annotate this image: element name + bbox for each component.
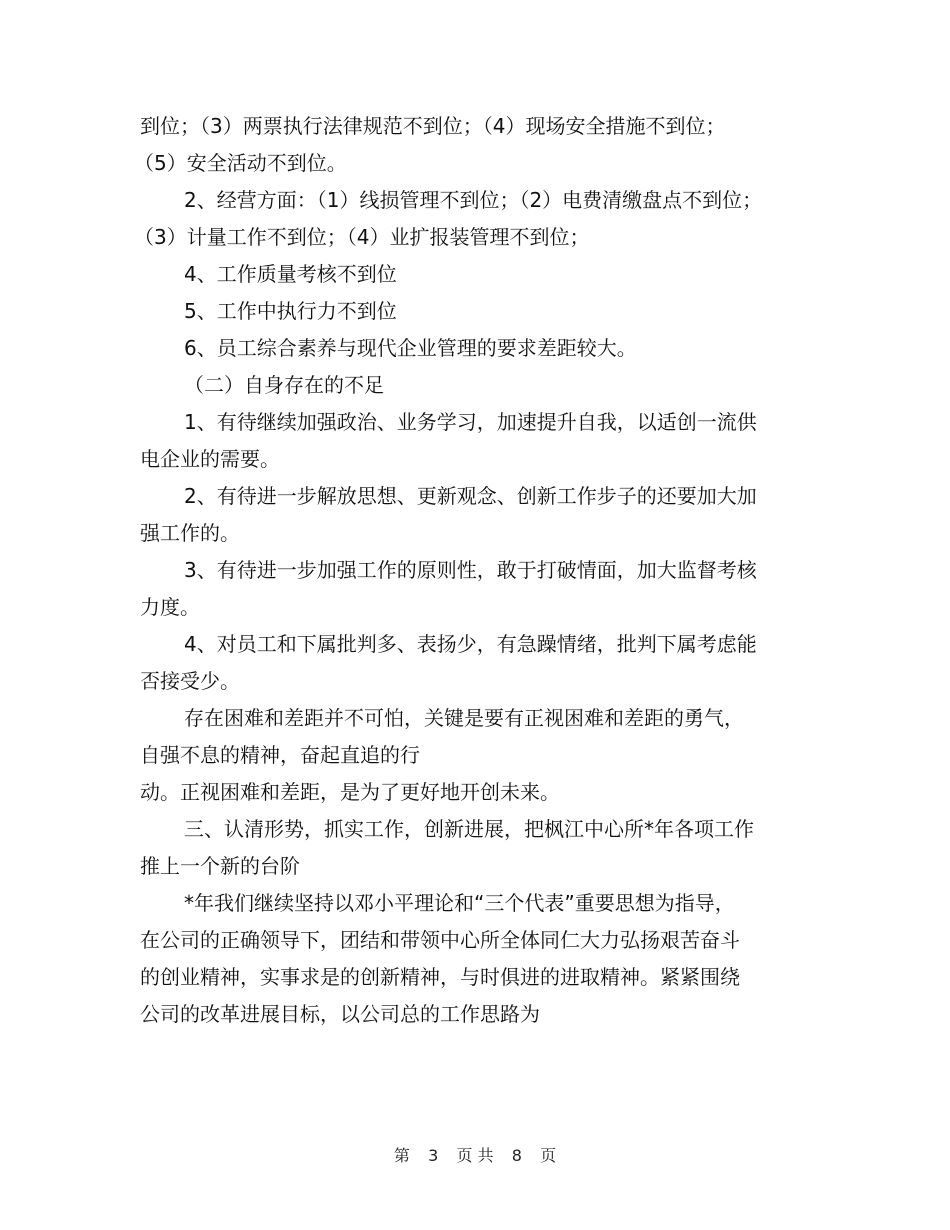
- page-number: 3: [428, 1146, 439, 1165]
- section-heading: 推上一个新的台阶: [140, 854, 300, 878]
- text-line: 在公司的正确领导下，团结和带领中心所全体同仁大力弘扬艰苦奋斗: [140, 928, 740, 952]
- text-line: 1、有待继续加强政治、业务学习，加速提升自我，以适创一流供: [184, 410, 757, 434]
- text-line: 4、对员工和下属批判多、表扬少，有急躁情绪，批判下属考虑能: [184, 632, 757, 656]
- text-line: （5）安全活动不到位。: [134, 151, 347, 175]
- text-line: 公司的改革进展目标，以公司总的工作思路为: [140, 1002, 540, 1026]
- text-line: 4、工作质量考核不到位: [184, 262, 397, 286]
- section-heading: 三、认清形势，抓实工作，创新进展，把枫江中心所*年各项工作: [184, 817, 754, 841]
- text-line: 强工作的。: [140, 521, 240, 545]
- page-label-suffix: 页: [540, 1146, 557, 1165]
- text-line: 2、经营方面：（1）线损管理不到位；（2）电费清缴盘点不到位；: [184, 188, 763, 212]
- text-line: 5、工作中执行力不到位: [184, 299, 397, 323]
- page-label-middle: 页 共: [456, 1146, 494, 1165]
- page-label-prefix: 第: [393, 1146, 410, 1165]
- total-pages: 8: [511, 1146, 522, 1165]
- section-heading: （二）自身存在的不足: [184, 373, 384, 397]
- text-line: 3、有待进一步加强工作的原则性，敢于打破情面，加大监督考核: [184, 558, 757, 582]
- text-line: 的创业精神，实事求是的创新精神，与时俱进的进取精神。紧紧围绕: [140, 965, 740, 989]
- text-line: 存在困难和差距并不可怕，关键是要有正视困难和差距的勇气，: [184, 706, 744, 730]
- text-line: *年我们继续坚持以邓小平理论和“三个代表”重要思想为指导，: [184, 891, 735, 915]
- page-footer: [0, 1144, 950, 1168]
- text-line: 到位；（3）两票执行法律规范不到位；（4）现场安全措施不到位；: [140, 114, 726, 138]
- document-body: [134, 108, 820, 1033]
- text-line: 否接受少。: [140, 669, 240, 693]
- text-line: 6、员工综合素养与现代企业管理的要求差距较大。: [184, 336, 637, 360]
- text-line: 动。正视困难和差距，是为了更好地开创未来。: [140, 780, 560, 804]
- text-line: 自强不息的精神，奋起直追的行: [140, 743, 420, 767]
- text-line: 2、有待进一步解放思想、更新观念、创新工作步子的还要加大加: [184, 484, 757, 508]
- text-line: 电企业的需要。: [140, 447, 280, 471]
- text-line: 力度。: [140, 595, 200, 619]
- text-line: （3）计量工作不到位；（4）业扩报装管理不到位；: [134, 225, 590, 249]
